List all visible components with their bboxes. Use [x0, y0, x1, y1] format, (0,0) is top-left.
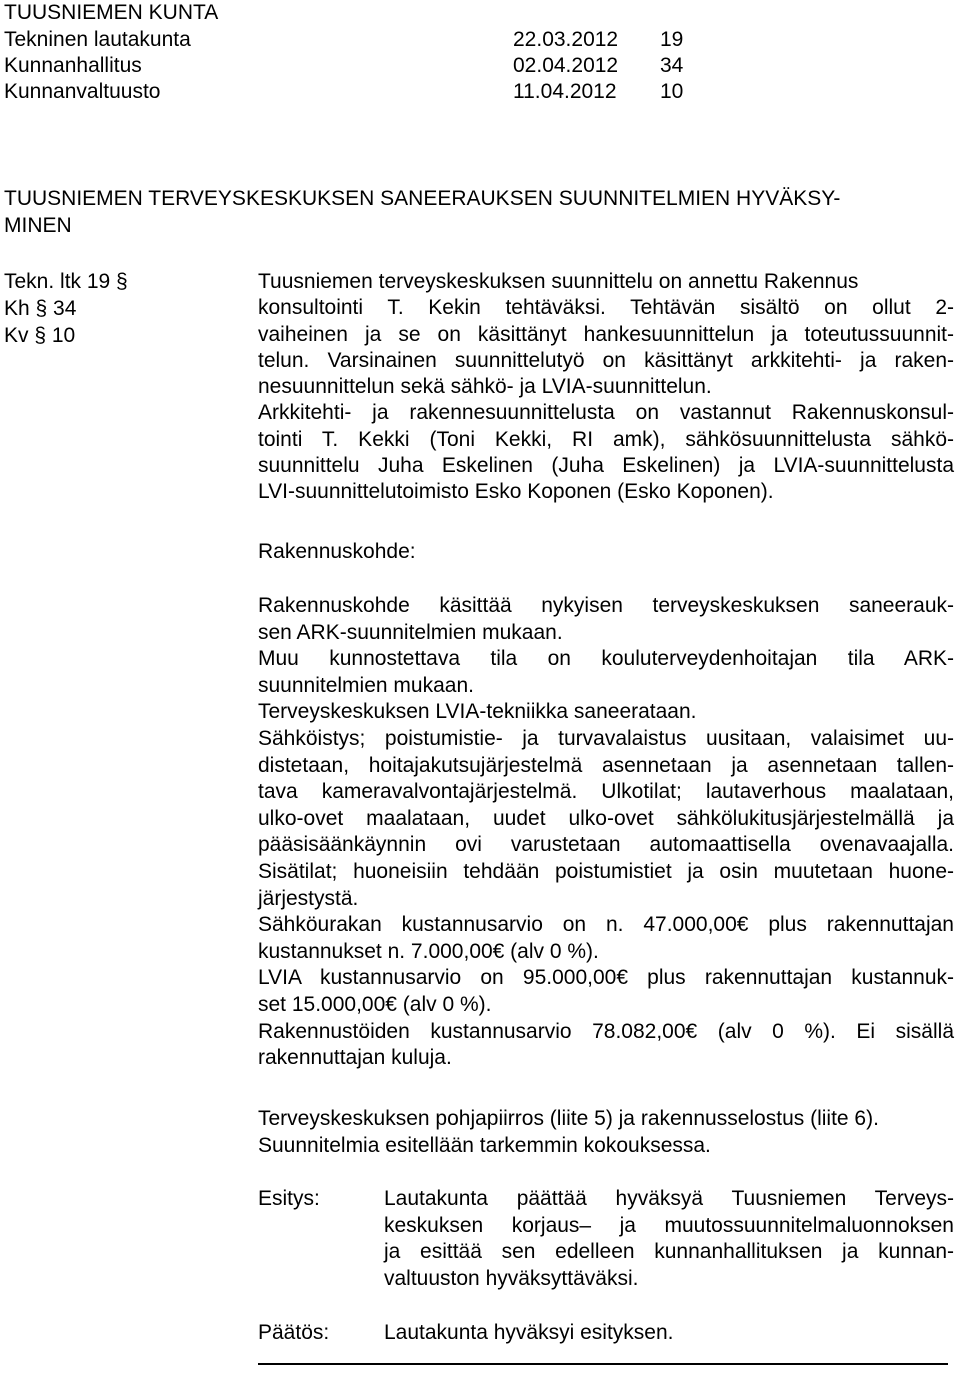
text-line: suunnittelu Juha Eskelinen (Juha Eskelinen) ja LVIA-suunnittelusta: [258, 454, 954, 478]
document-title: [4, 185, 954, 239]
title-line: TUUSNIEMEN TERVEYSKESKUKSEN SANEERAUKSEN SUUNNITELMIEN HYVÄKSY-: [4, 187, 841, 210]
section-references: [4, 269, 204, 348]
rakennuskohde-heading: Rakennuskohde:: [258, 540, 416, 563]
title-line: MINEN: [4, 214, 72, 237]
paatos-text: Lautakunta hyväksyi esityksen.: [384, 1321, 674, 1344]
paatos-label: Päätös:: [258, 1321, 330, 1344]
text-line: sen ARK-suunnitelmien mukaan.: [258, 620, 563, 644]
text-line: valtuuston hyväksyttäväksi.: [384, 1266, 639, 1290]
meeting-row: [4, 79, 704, 105]
section-ref: Kv § 10: [4, 324, 76, 347]
text-line: konsultointi T. Kekin tehtäväksi. Tehtävän sisältö on ollut 2-: [258, 296, 954, 320]
text-line: Sisätilat; huoneisiin tehdään poistumistiet ja osin muutetaan huone-: [258, 859, 954, 883]
text-line: ulko-ovet maalataan, uudet ulko-ovet sähkölukitusjärjestelmällä ja: [258, 806, 954, 830]
meeting-row: [4, 27, 704, 53]
text-line: tava kameravalvontajärjestelmä. Ulkotilat; lautaverhous maalataan,: [258, 780, 954, 804]
text-line: LVIA kustannusarvio on 95.000,00€ plus rakennuttajan kustannuk-: [258, 966, 954, 990]
text-line: ja esittää sen edelleen kunnanhallituksen ja kunnan-: [384, 1240, 954, 1263]
text-line: telun. Varsinainen suunnittelutyö on käsittänyt arkkitehti- ja raken-: [258, 348, 954, 372]
meeting-section: 34: [660, 54, 684, 77]
text-line: Lautakunta päättää hyväksyä Tuusniemen Terveys-: [384, 1187, 954, 1210]
text-line: Terveyskeskuksen LVIA-tekniikka saneerataan.: [258, 700, 697, 724]
text-line: Tuusniemen terveyskeskuksen suunnittelu on annettu Rakennus: [258, 270, 859, 293]
municipality-title: TUUSNIEMEN KUNTA: [4, 1, 219, 24]
meeting-date: 22.03.2012: [513, 28, 619, 51]
meeting-section: 19: [660, 28, 684, 51]
text-line: set 15.000,00€ (alv 0 %).: [258, 992, 492, 1016]
text-line: tointi T. Kekki (Toni Kekki, RI amk), sähkösuunnittelusta sähkö-: [258, 427, 954, 451]
text-line: kustannukset n. 7.000,00€ (alv 0 %).: [258, 939, 599, 963]
text-line: Arkkitehti- ja rakennesuunnittelusta on vastannut Rakennuskonsul-: [258, 401, 954, 425]
meeting-body: Kunnanvaltuusto: [4, 80, 161, 103]
meeting-date: 11.04.2012: [513, 80, 617, 103]
text-line: Rakennuskohde käsittää nykyisen terveyskeskuksen saneerauk-: [258, 594, 954, 617]
rakennuskohde-paragraph: [258, 593, 954, 1072]
meeting-row: [4, 53, 704, 79]
meeting-body: Kunnanhallitus: [4, 54, 142, 77]
attachments-paragraph: [258, 1105, 954, 1159]
meeting-body: Tekninen lautakunta: [4, 28, 191, 51]
text-line: nesuunnittelun sekä sähkö- ja LVIA-suunnittelun.: [258, 375, 712, 399]
text-line: rakennuttajan kuluja.: [258, 1046, 452, 1070]
text-line: järjestystä.: [258, 886, 359, 910]
esitys-label: Esitys:: [258, 1187, 320, 1210]
meeting-section: 10: [660, 80, 684, 103]
text-line: Sähköistys; poistumistie- ja turvavalaistus uusitaan, valaisimet uu-: [258, 726, 954, 750]
text-line: vaiheinen ja se on käsittänyt hankesuunnittelun ja toteutussuunnit-: [258, 322, 954, 346]
text-line: Muu kunnostettava tila on kouluterveydenhoitajan tila ARK-: [258, 647, 954, 671]
intro-paragraph: [258, 269, 954, 506]
text-line: Sähköurakan kustannusarvio on n. 47.000,00€ plus rakennuttajan: [258, 913, 954, 937]
text-line: distetaan, hoitajakutsujärjestelmä asennetaan ja asennetaan tallen-: [258, 753, 954, 777]
text-line: Suunnitelmia esitellään tarkemmin kokouksessa.: [258, 1134, 711, 1157]
text-line: Terveyskeskuksen pohjapiirros (liite 5) ja rakennusselostus (liite 6).: [258, 1107, 879, 1130]
meeting-date: 02.04.2012: [513, 54, 619, 77]
esitys-text: [384, 1186, 954, 1292]
text-line: keskuksen korjaus– ja muutossuunnitelmaluonnoksen: [384, 1213, 954, 1237]
section-ref: Tekn. ltk 19 §: [4, 270, 128, 293]
text-line: pääsisäänkäynnin ovi varustetaan automaattisella ovenavaajalla.: [258, 833, 954, 857]
text-line: suunnitelmien mukaan.: [258, 673, 474, 697]
text-line: LVI-suunnittelutoimisto Esko Koponen (Esko Koponen).: [258, 480, 774, 504]
section-ref: Kh § 34: [4, 297, 77, 320]
text-line: Rakennustöiden kustannusarvio 78.082,00€ (alv 0 %). Ei sisällä: [258, 1019, 954, 1043]
signature-line: [258, 1363, 948, 1365]
